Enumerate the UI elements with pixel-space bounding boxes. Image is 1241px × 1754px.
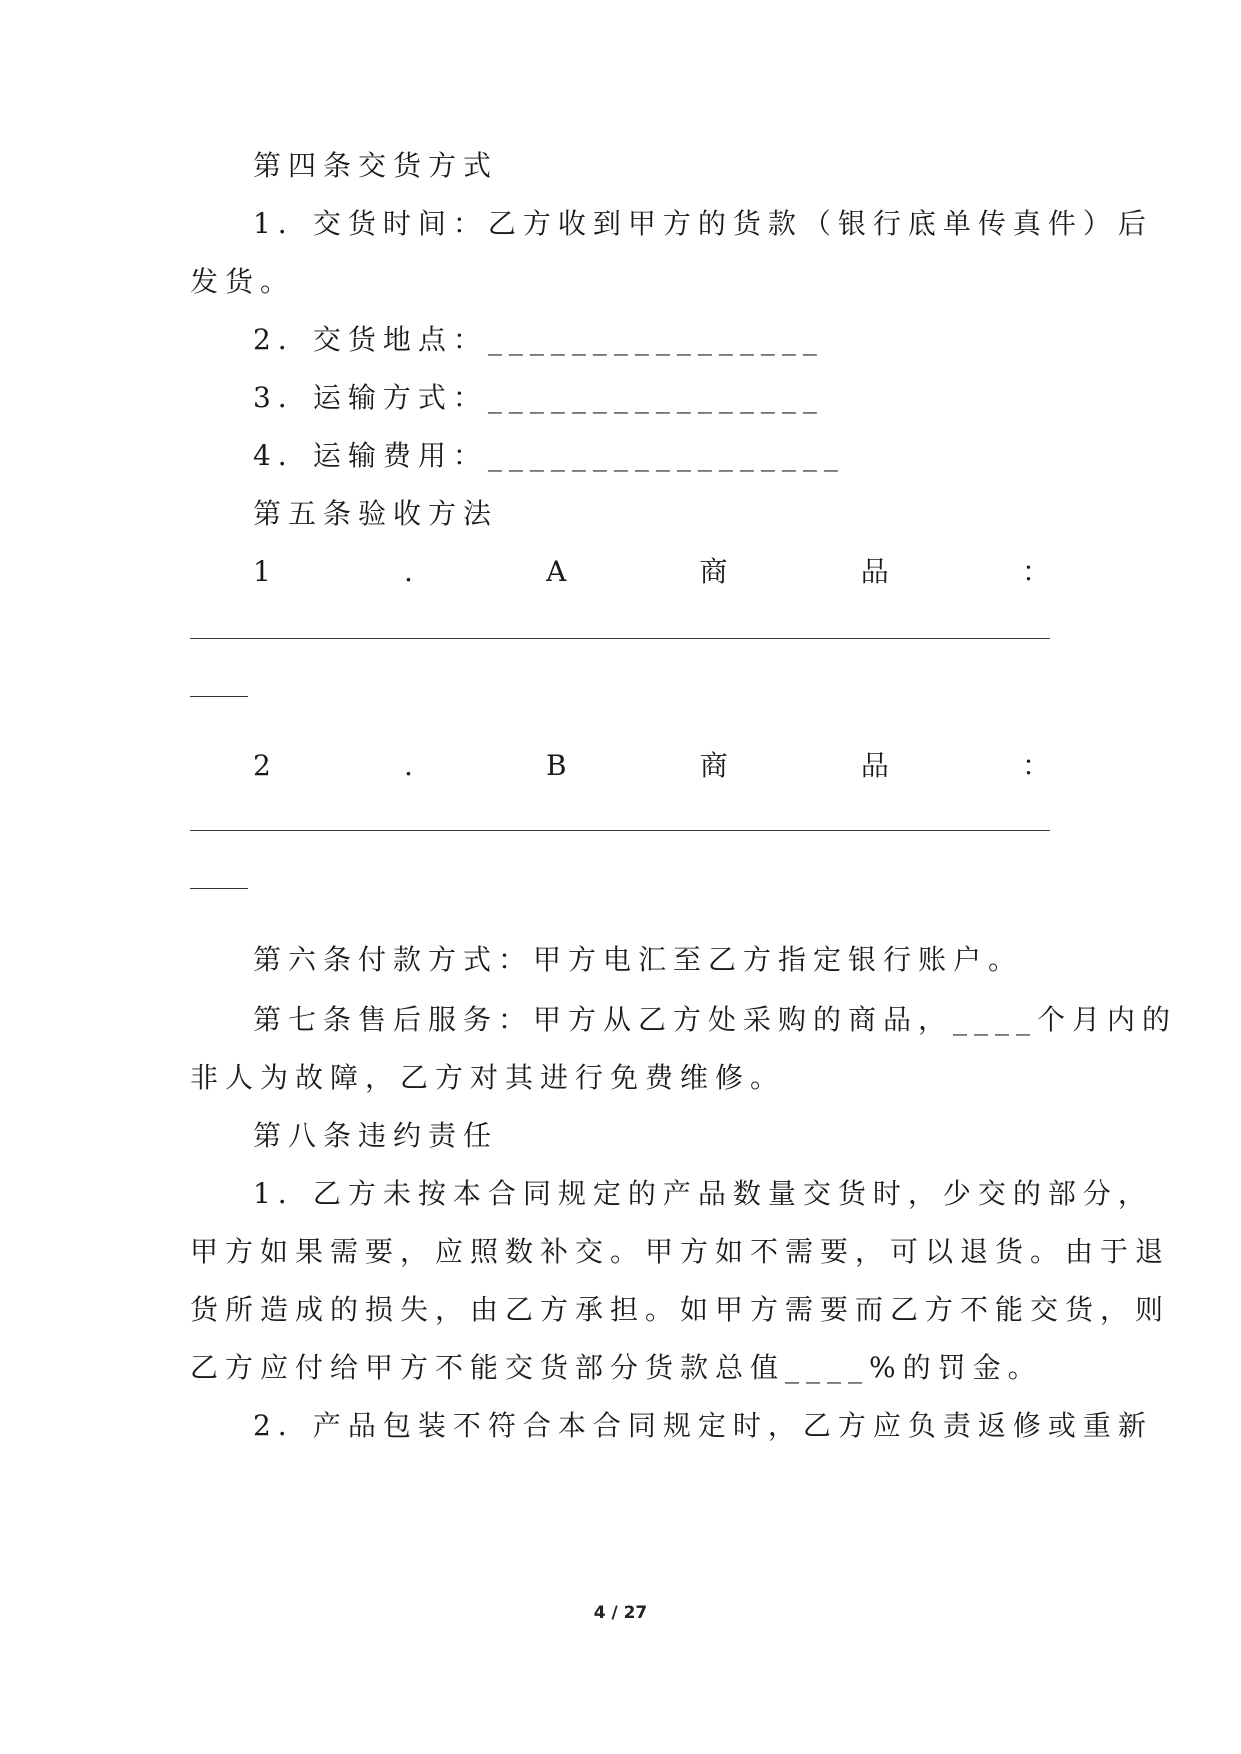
article-4-item-1: 1．交货时间：乙方收到甲方的货款（银行底单传真件）后 [253,207,1153,240]
article-8-item-2: 2．产品包装不符合本合同规定时，乙方应负责返修或重新 [253,1409,1153,1442]
article-4-item-2: 2．交货地点：________________ [253,323,824,356]
item-1-char-1: 商 [699,555,728,588]
page-number: 4 / 27 [593,1603,648,1623]
article-8-item-1-cont-1: 甲方如果需要，应照数补交。甲方如不需要，可以退货。由于退 [190,1235,1171,1268]
article-5-item-2 [253,746,1050,786]
article-4-item-3: 3．运输方式：________________ [253,381,824,414]
article-4-title: 第四条交货方式 [253,149,499,182]
item-1-char-2: 品 [860,555,889,588]
article-4-item-1-cont: 发货。 [190,265,296,298]
blank-line-a1 [190,638,1050,639]
blank-line-b2 [190,888,248,889]
item-2-colon: ： [1021,749,1050,782]
item-2-char-2: 品 [860,749,889,782]
item-2-char-1: 商 [699,749,728,782]
article-5-item-1 [253,552,1050,592]
article-5-title: 第五条验收方法 [253,497,499,530]
item-1-letter: A [546,555,567,588]
article-4-item-4: 4．运输费用：_________________ [253,439,845,472]
blank-line-a2 [190,696,248,697]
item-2-dot: . [403,749,413,782]
article-8-item-1: 1．乙方未按本合同规定的产品数量交货时，少交的部分， [253,1177,1153,1210]
article-8-item-1-cont-3: 乙方应付给甲方不能交货部分货款总值____%的罚金。 [190,1351,1043,1384]
item-2-number: 2 [253,749,271,782]
item-1-number: 1 [253,555,271,588]
blank-line-b1 [190,830,1050,831]
article-8-item-1-cont-2: 货所造成的损失，由乙方承担。如甲方需要而乙方不能交货，则 [190,1293,1171,1326]
article-7: 第七条售后服务：甲方从乙方处采购的商品，____个月内的 [253,1003,1178,1036]
article-6: 第六条付款方式：甲方电汇至乙方指定银行账户。 [253,943,1024,976]
item-2-letter: B [545,749,567,782]
item-1-colon: ： [1021,555,1050,588]
item-1-dot: . [404,555,413,588]
article-7-cont: 非人为故障，乙方对其进行免费维修。 [190,1061,786,1094]
article-8-title: 第八条违约责任 [253,1119,499,1152]
